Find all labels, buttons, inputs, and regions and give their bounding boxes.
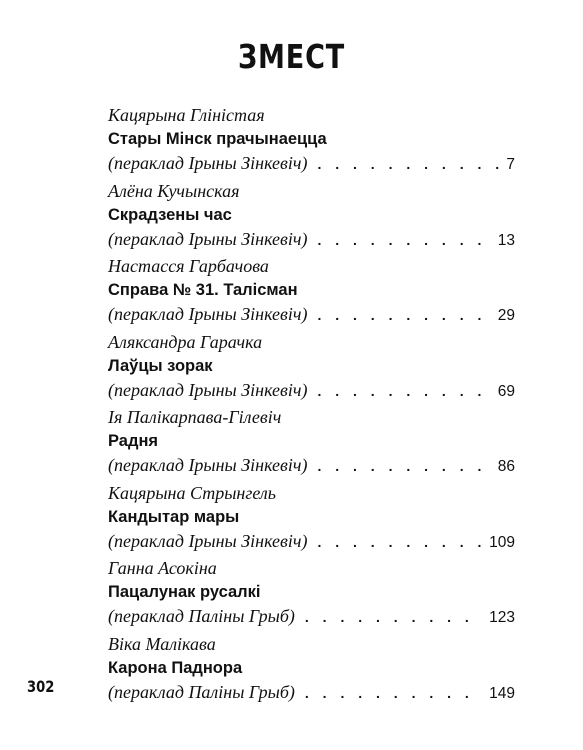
translator-line <box>108 378 515 404</box>
translator-line <box>108 227 515 253</box>
dot-leader <box>305 605 483 629</box>
translator-credit: (пераклад Ірыны Зінкевіч) <box>108 379 308 400</box>
translator-line <box>108 302 515 328</box>
author-name: Ія Палікарпава-Гілевіч <box>108 407 282 427</box>
work-title: Скрадзены час <box>108 205 232 224</box>
page-number: 123 <box>489 609 515 626</box>
page-number: 13 <box>497 231 515 249</box>
author-name: Віка Малікава <box>108 633 216 654</box>
folio-page-number: 302 <box>27 677 55 696</box>
translator-credit: (пераклад Паліны Грыб) <box>108 606 295 626</box>
work-title: Справа № 31. Талісман <box>108 281 298 299</box>
work-title: Стары Мінск прачынаецца <box>108 130 327 148</box>
toc-entry[interactable] <box>108 179 515 255</box>
author-name: Настасся Гарбачова <box>108 256 269 276</box>
translator-line <box>108 680 515 706</box>
toc-entry[interactable] <box>108 556 515 632</box>
page-number: 109 <box>489 533 515 551</box>
toc-entry[interactable] <box>108 481 515 557</box>
translator-line <box>108 604 515 630</box>
translator-credit: (пераклад Паліны Грыб) <box>108 681 295 702</box>
author-name: Алёна Кучынская <box>108 180 240 201</box>
author-name: Кацярына Стрынгель <box>108 482 276 503</box>
dot-leader <box>317 530 483 554</box>
translator-credit: (пераклад Ірыны Зінкевіч) <box>108 304 308 324</box>
translator-line <box>108 151 515 177</box>
author-name: Аляксандра Гарачка <box>108 331 263 352</box>
translator-credit: (пераклад Ірыны Зінкевіч) <box>108 455 308 475</box>
page-number: 29 <box>497 307 515 324</box>
dot-leader <box>317 379 491 403</box>
table-of-contents <box>108 103 515 707</box>
work-title: Пацалунак русалкі <box>108 583 261 601</box>
page-title: ЗМЕСТ <box>237 37 346 76</box>
toc-entry[interactable] <box>108 254 515 330</box>
author-name: Ганна Асокіна <box>108 558 217 578</box>
toc-entry[interactable] <box>108 330 515 406</box>
work-title: Карона Паднора <box>108 658 243 677</box>
toc-entry[interactable] <box>108 103 515 179</box>
translator-line <box>108 453 515 479</box>
toc-entry[interactable] <box>108 632 515 708</box>
dot-leader <box>317 228 491 252</box>
author-name: Кацярына Глінiстая <box>108 105 265 125</box>
dot-leader <box>317 454 491 478</box>
translator-line <box>108 529 515 555</box>
work-title: Радня <box>108 432 159 450</box>
page-number: 69 <box>497 382 515 400</box>
toc-entry[interactable] <box>108 405 515 481</box>
dot-leader <box>317 303 491 327</box>
dot-leader <box>317 152 500 176</box>
dot-leader <box>305 681 483 705</box>
page-number: 149 <box>489 684 515 702</box>
translator-credit: (пераклад Ірыны Зінкевіч) <box>108 228 308 249</box>
page-number: 7 <box>506 156 515 173</box>
page-number: 86 <box>497 458 515 475</box>
work-title: Лаўцы зорак <box>108 356 213 375</box>
translator-credit: (пераклад Ірыны Зінкевіч) <box>108 530 308 551</box>
translator-credit: (пераклад Ірыны Зінкевіч) <box>108 153 308 173</box>
work-title: Кандытар мары <box>108 507 240 526</box>
